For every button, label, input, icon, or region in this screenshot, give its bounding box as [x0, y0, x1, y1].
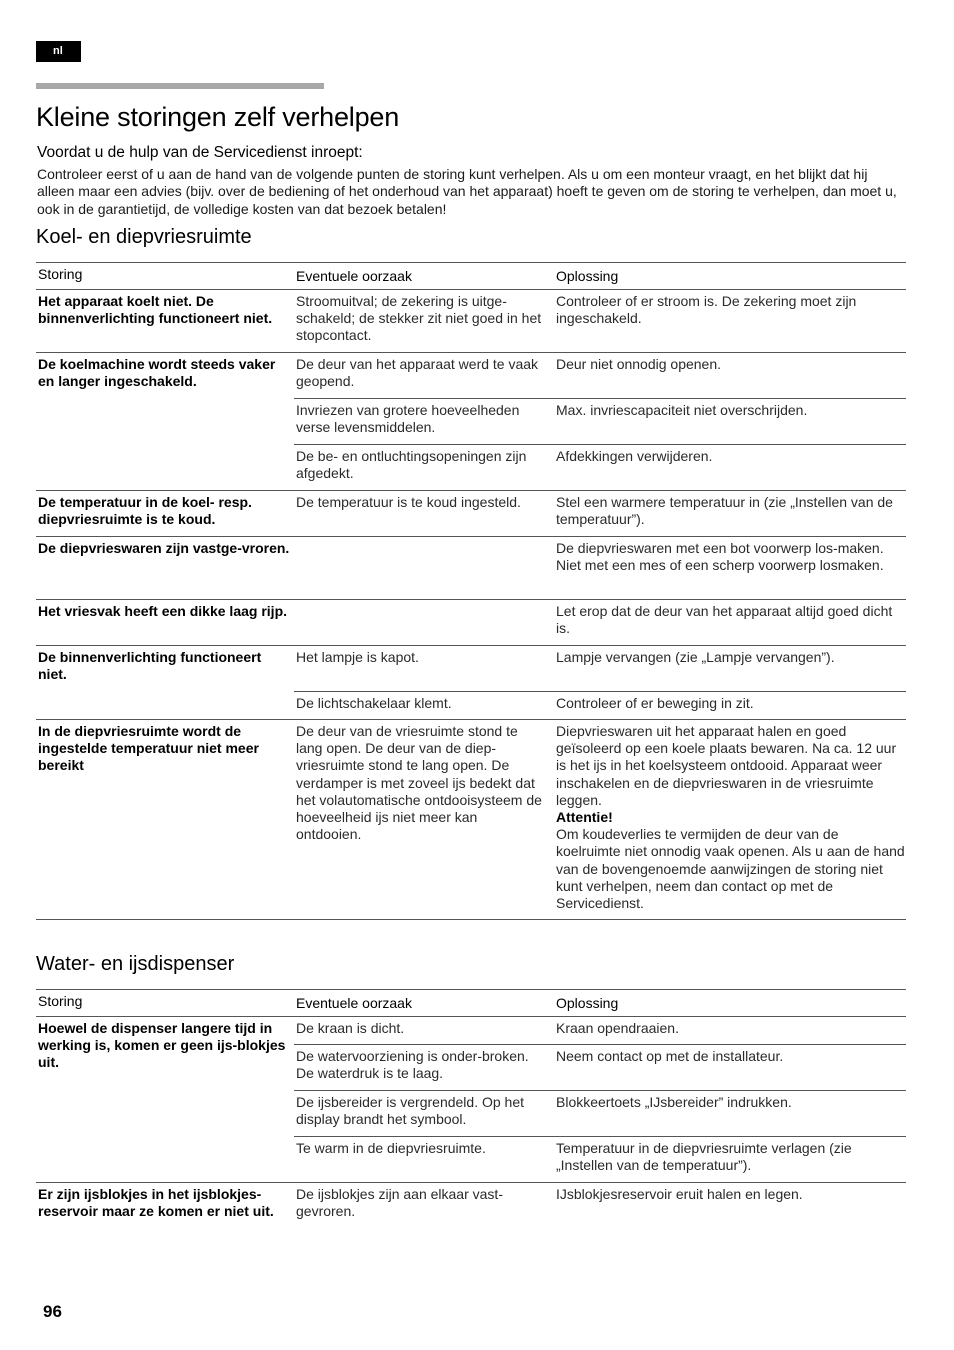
oplossing-cell: Controleer of er beweging in zit. — [556, 695, 754, 711]
table-row — [36, 353, 906, 399]
storing-cell: De binnenverlichting functioneert niet. — [36, 646, 294, 720]
oorzaak-cell: De ijsbereider is vergrendeld. Op het display brandt het symbool. — [294, 1091, 554, 1137]
oorzaak-cell: De ijsblokjes zijn aan elkaar vast-gevroren. — [294, 1183, 554, 1246]
oplossing-cell: Max. invriescapaciteit niet overschrijden. — [554, 399, 906, 445]
table-row — [36, 1183, 906, 1246]
storing-cell: Hoewel de dispenser langere tijd in werking is, komen er geen ijs-blokjes uit. — [36, 1017, 294, 1183]
page-title: Kleine storingen zelf verhelpen — [36, 102, 400, 132]
oplossing-cell: Neem contact op met de installateur. — [554, 1045, 906, 1091]
oorzaak-cell: De be- en ontluchtingsopeningen zijn afgedekt. — [296, 448, 527, 482]
oplossing-cell: Deur niet onnodig openen. — [554, 353, 906, 399]
oorzaak-cell — [294, 600, 554, 646]
attention-label: Attentie! — [556, 809, 613, 826]
section-title-koel: Koel- en diepvriesruimte — [36, 226, 252, 248]
oplossing-cell: Stel een warmere temperatuur in (zie „Instellen van de temperatuur”). — [554, 491, 906, 537]
oorzaak-cell: De watervoorziening is onder-broken. De waterdruk is te laag. — [294, 1045, 554, 1091]
oplossing-cell: IJsblokjesreservoir eruit halen en legen. — [554, 1183, 906, 1246]
table-header-row — [36, 990, 906, 1017]
storing-cell: De temperatuur in de koel- resp. diepvriesruimte is te koud. — [36, 491, 294, 537]
table-row — [36, 491, 906, 537]
table-row — [36, 537, 906, 600]
header-storing: Storing — [36, 263, 294, 290]
oplossing-cell: Blokkeertoets „IJsbereider” indrukken. — [554, 1091, 906, 1137]
storing-cell: In de diepvriesruimte wordt de ingestelde temperatuur niet meer bereikt — [36, 720, 294, 920]
header-oorzaak: Eventuele oorzaak — [294, 263, 554, 290]
storing-cell: De diepvrieswaren zijn vastge-vroren. — [36, 537, 294, 600]
oorzaak-cell: De kraan is dicht. — [294, 1017, 554, 1045]
oplossing-cell: Lampje vervangen (zie „Lampje vervangen”). — [554, 646, 906, 692]
table-row — [36, 720, 906, 920]
oplossing-cell: Let erop dat de deur van het apparaat altijd goed dicht is. — [554, 600, 906, 646]
oorzaak-cell: Invriezen van grotere hoeveelheden verse levensmiddelen. — [294, 399, 554, 445]
oorzaak-cell: De lichtschakelaar klemt. — [296, 695, 452, 711]
oplossing-cell: De diepvrieswaren met een bot voorwerp los-maken. Niet met een mes of een scherp voorwerp losmaken. — [554, 537, 906, 600]
oplossing-cell: Kraan opendraaien. — [554, 1017, 906, 1045]
oorzaak-cell: De temperatuur is te koud ingesteld. — [294, 491, 554, 537]
troubleshooting-table-koel — [36, 262, 906, 920]
table-header-row — [36, 263, 906, 290]
oplossing-text: Om koudeverlies te vermijden de deur van de koelruimte niet onnodig vaak openen. Als u aan de hand van de bovengenoemde aanwijzingen de storing niet kunt verhelpen, neem dan contact op met de Servicedienst. — [556, 826, 905, 912]
storing-cell: De koelmachine wordt steeds vaker en langer ingeschakeld. — [36, 353, 294, 491]
page-number: 96 — [43, 1302, 62, 1321]
header-oorzaak: Eventuele oorzaak — [294, 990, 554, 1017]
oplossing-cell: Controleer of er stroom is. De zekering moet zijn ingeschakeld. — [554, 290, 906, 353]
oorzaak-cell: Het lampje is kapot. — [294, 646, 554, 692]
troubleshooting-table-dispenser — [36, 989, 906, 1246]
storing-cell: Er zijn ijsblokjes in het ijsblokjes-reservoir maar ze komen er niet uit. — [36, 1183, 294, 1246]
oplossing-cell: Afdekkingen verwijderen. — [556, 448, 713, 464]
oplossing-text: Diepvrieswaren uit het apparaat halen en goed geïsoleerd op een koele plaats bewaren. Na ca. 12 uur is het ijs in het koelsysteem ontdooid. Apparaat weer inschakelen en de diepvrieswaren in de vriesruimte leggen. — [556, 723, 897, 808]
oorzaak-cell: Stroomuitval; de zekering is uitge-schakeld; de stekker zit niet goed in het stopcontact. — [294, 290, 554, 353]
table-row — [36, 290, 906, 353]
table-row — [36, 600, 906, 646]
storing-cell: Het apparaat koelt niet. De binnenverlichting functioneert niet. — [36, 290, 294, 353]
oorzaak-cell: Te warm in de diepvriesruimte. — [296, 1140, 486, 1156]
storing-cell: Het vriesvak heeft een dikke laag rijp. — [36, 600, 294, 646]
intro-heading: Voordat u de hulp van de Servicedienst inroept: — [37, 144, 363, 161]
section-title-dispenser: Water- en ijsdispenser — [36, 953, 235, 975]
intro-text: Controleer eerst of u aan de hand van de volgende punten de storing kunt verhelpen. Als u om een monteur vraagt, en het blijkt dat hij alleen maar een advies (bijv. over de bediening of het onderhoud van het apparaat) hoeft te geven om de storing te verhelpen, dan moet u, ook in de garantietijd, de volledige kosten van dat bezoek betalen! — [37, 166, 897, 217]
header-oplossing: Oplossing — [554, 990, 906, 1017]
oorzaak-cell: De deur van de vriesruimte stond te lang open. De deur van de diep-vriesruimte stond te lang open. De verdamper is met zoveel ijs bedekt dat het volautomatische ontdooisysteem de hoeveelheid ijs niet meer kan ontdooien. — [294, 720, 554, 920]
header-oplossing: Oplossing — [554, 263, 906, 290]
oorzaak-cell — [294, 537, 554, 600]
table-row — [36, 1017, 906, 1045]
oplossing-cell: Temperatuur in de diepvriesruimte verlagen (zie „Instellen van de temperatuur”). — [556, 1140, 852, 1174]
header-storing: Storing — [36, 990, 294, 1017]
oplossing-cell — [554, 720, 906, 920]
top-rule — [36, 83, 324, 89]
language-tag: nl — [36, 41, 81, 62]
oorzaak-cell: De deur van het apparaat werd te vaak geopend. — [294, 353, 554, 399]
table-row — [36, 646, 906, 692]
